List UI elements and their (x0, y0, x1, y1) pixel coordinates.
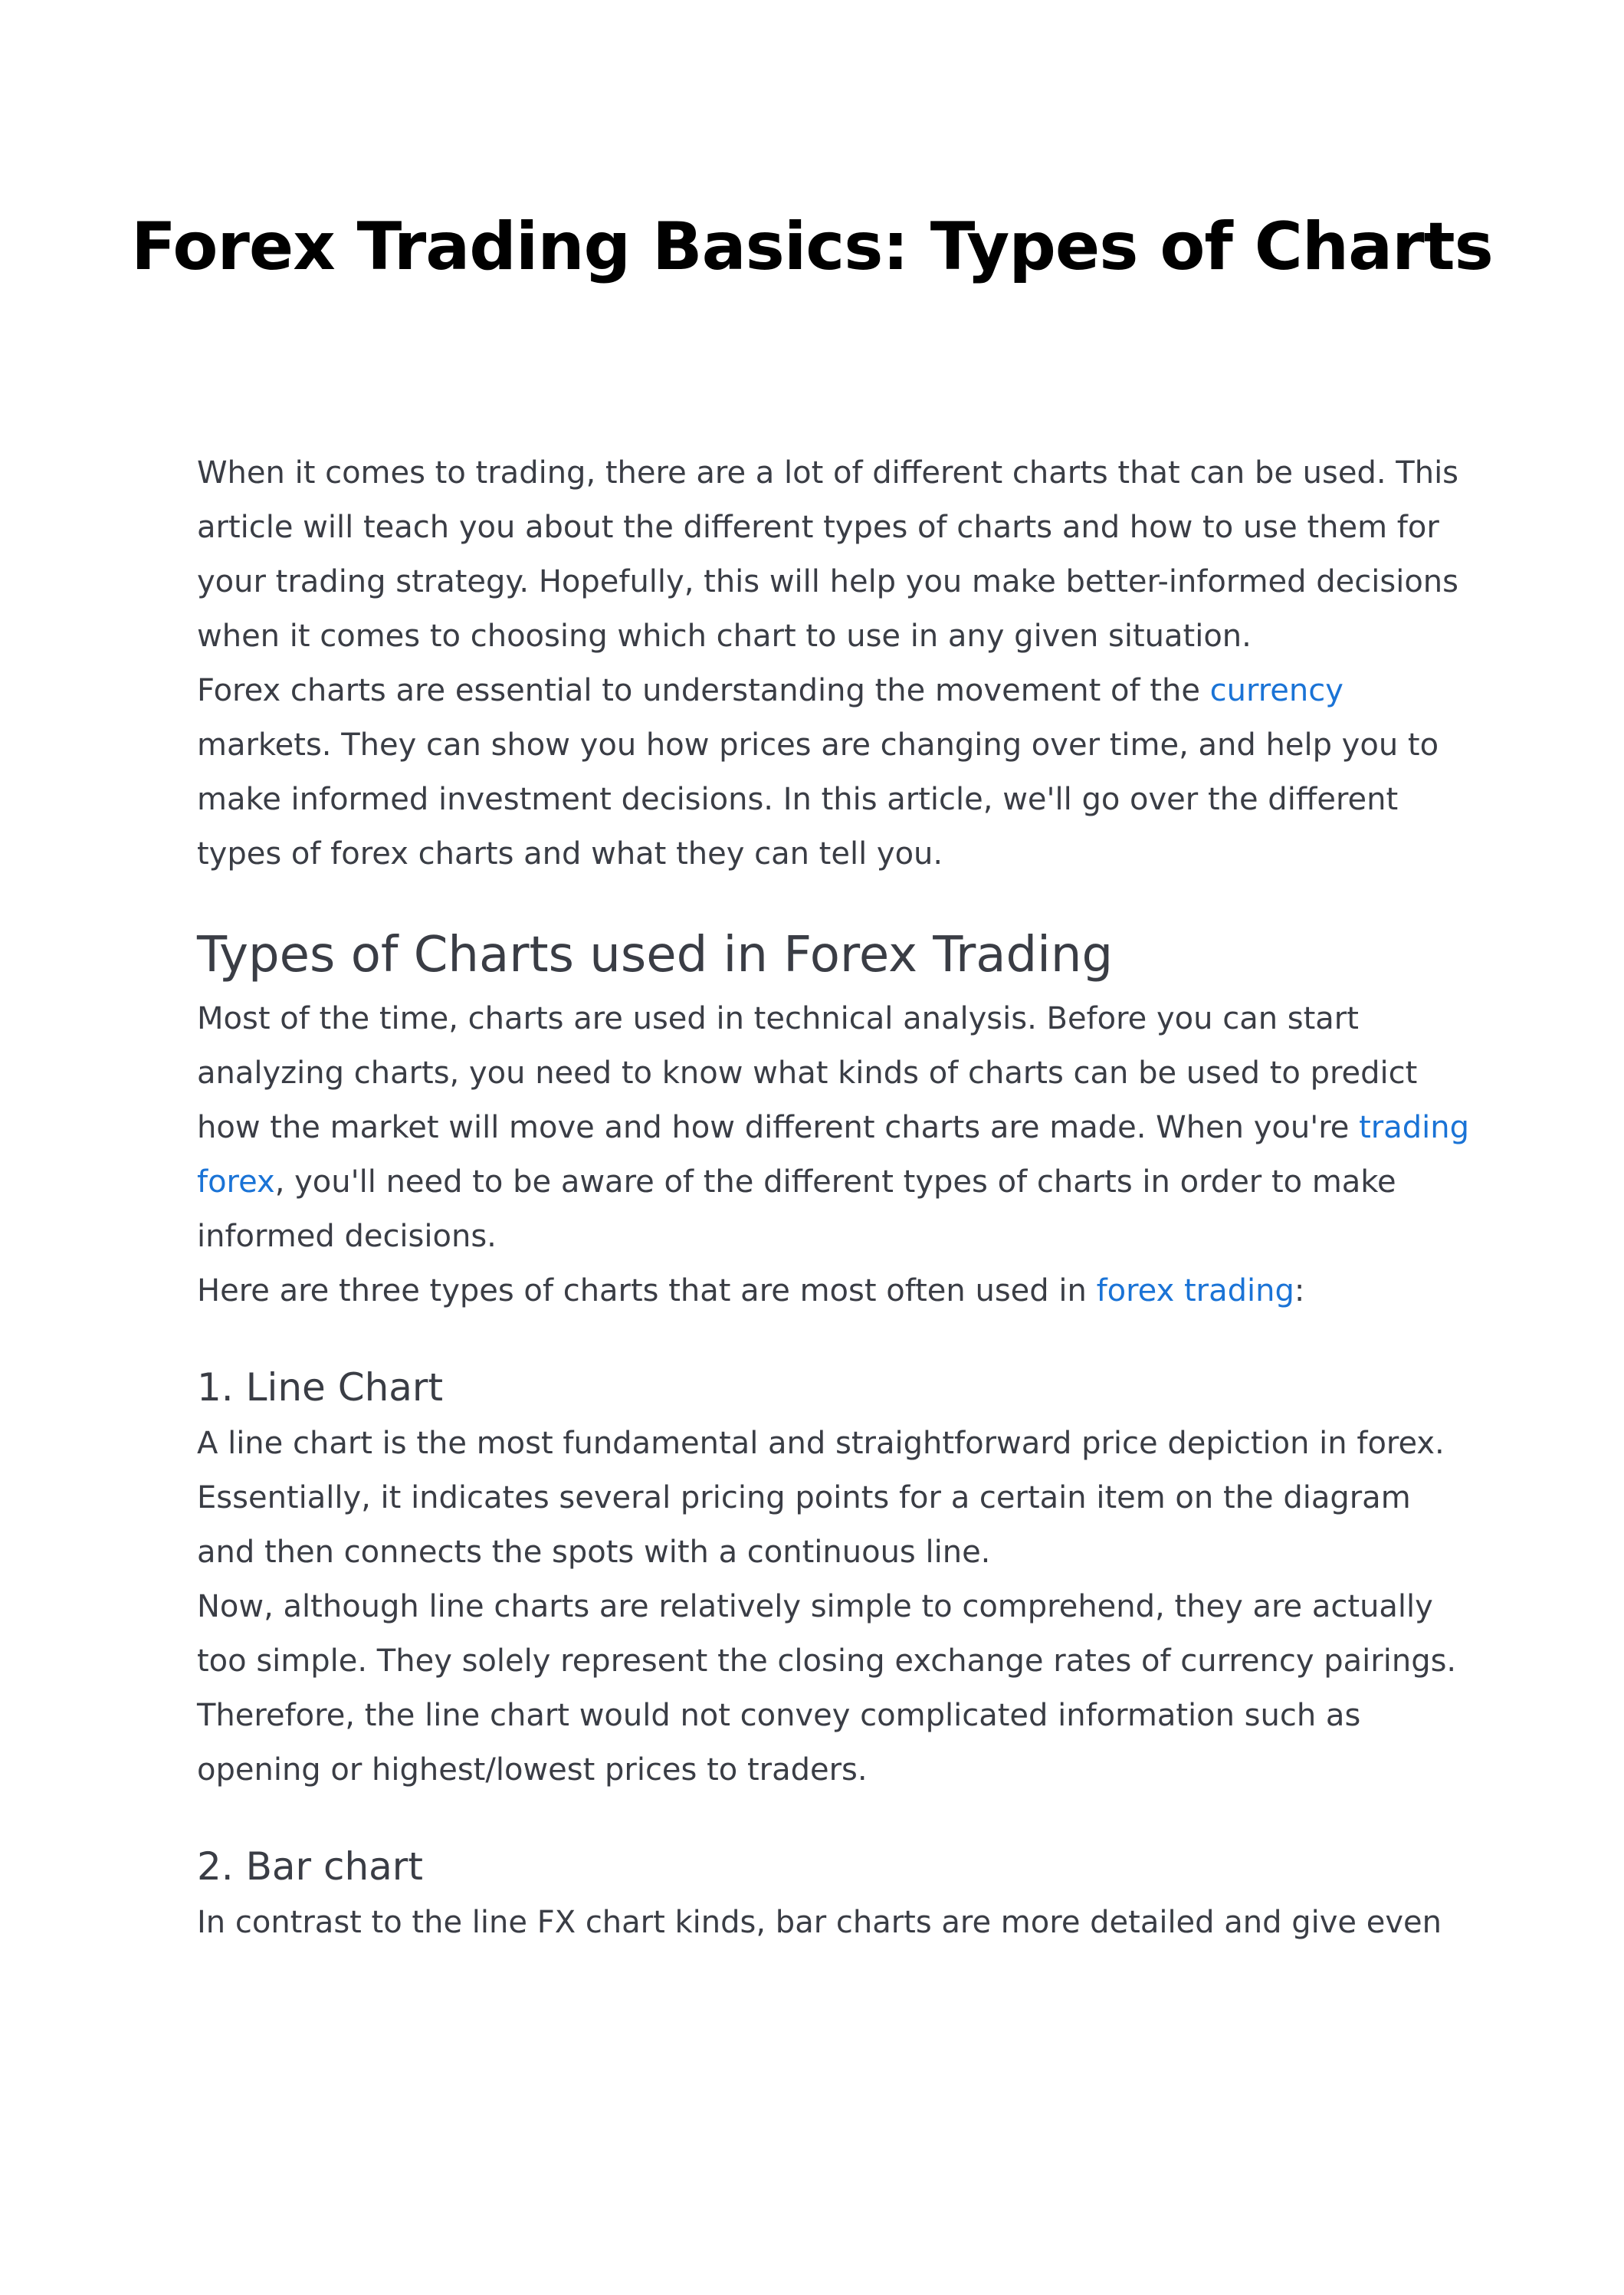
types-paragraph-2-text-a: Here are three types of charts that are most often used in (197, 1273, 1097, 1308)
types-paragraph-1 (197, 992, 1469, 1264)
section-heading-types: Types of Charts used in Forex Trading (197, 927, 1114, 983)
article-body (197, 446, 1469, 1950)
subheading-bar-chart: 2. Bar chart (197, 1844, 423, 1889)
page-title: Forex Trading Basics: Types of Charts (131, 208, 1493, 285)
types-paragraph-1-text-a: Most of the time, charts are used in technical analysis. Before you can start analyzing charts, you need to know what kinds of charts can be used to predict how the market will move and how different charts are made. When you're (197, 1001, 1418, 1145)
intro-paragraph-1: When it comes to trading, there are a lot of different charts that can be used. This article will teach you about the different types of charts and how to use them for your trading strategy. Hopefully, this will help you make better-informed decisions when it comes to choosing which chart to use in any given situation. (197, 455, 1459, 654)
intro-paragraph-2-text-b: markets. They can show you how prices are changing over time, and help you to make informed investment decisions. In this article, we'll go over the different types of forex charts and what they can tell you. (197, 727, 1439, 872)
trading-forex-link[interactable]: trading forex (197, 1110, 1470, 1200)
types-paragraph-1-text-b: , you'll need to be aware of the different types of charts in order to make informed decisions. (197, 1164, 1396, 1254)
currency-link[interactable]: currency (1209, 673, 1343, 708)
types-paragraph-2 (197, 1264, 1469, 1318)
types-paragraph-2-text-b: : (1294, 1273, 1305, 1308)
forex-trading-link[interactable]: forex trading (1096, 1273, 1294, 1308)
line-chart-paragraph-1: A line chart is the most fundamental and straightforward price depiction in forex. Essentially, it indicates several pricing points for a certain item on the diagram and then connects the spots with a continuous line. (197, 1426, 1445, 1570)
intro-paragraph-2 (197, 664, 1469, 882)
subheading-line-chart: 1. Line Chart (197, 1365, 444, 1410)
line-chart-paragraph-2: Now, although line charts are relatively simple to comprehend, they are actually too simple. They solely represent the closing exchange rates of currency pairings. Therefore, the line chart would not convey complicated information such as opening or highest/lowest prices to traders. (197, 1589, 1457, 1788)
bar-chart-paragraph-1: In contrast to the line FX chart kinds, bar charts are more detailed and give even (197, 1905, 1442, 1940)
intro-paragraph-2-text-a: Forex charts are essential to understanding the movement of the (197, 673, 1210, 708)
